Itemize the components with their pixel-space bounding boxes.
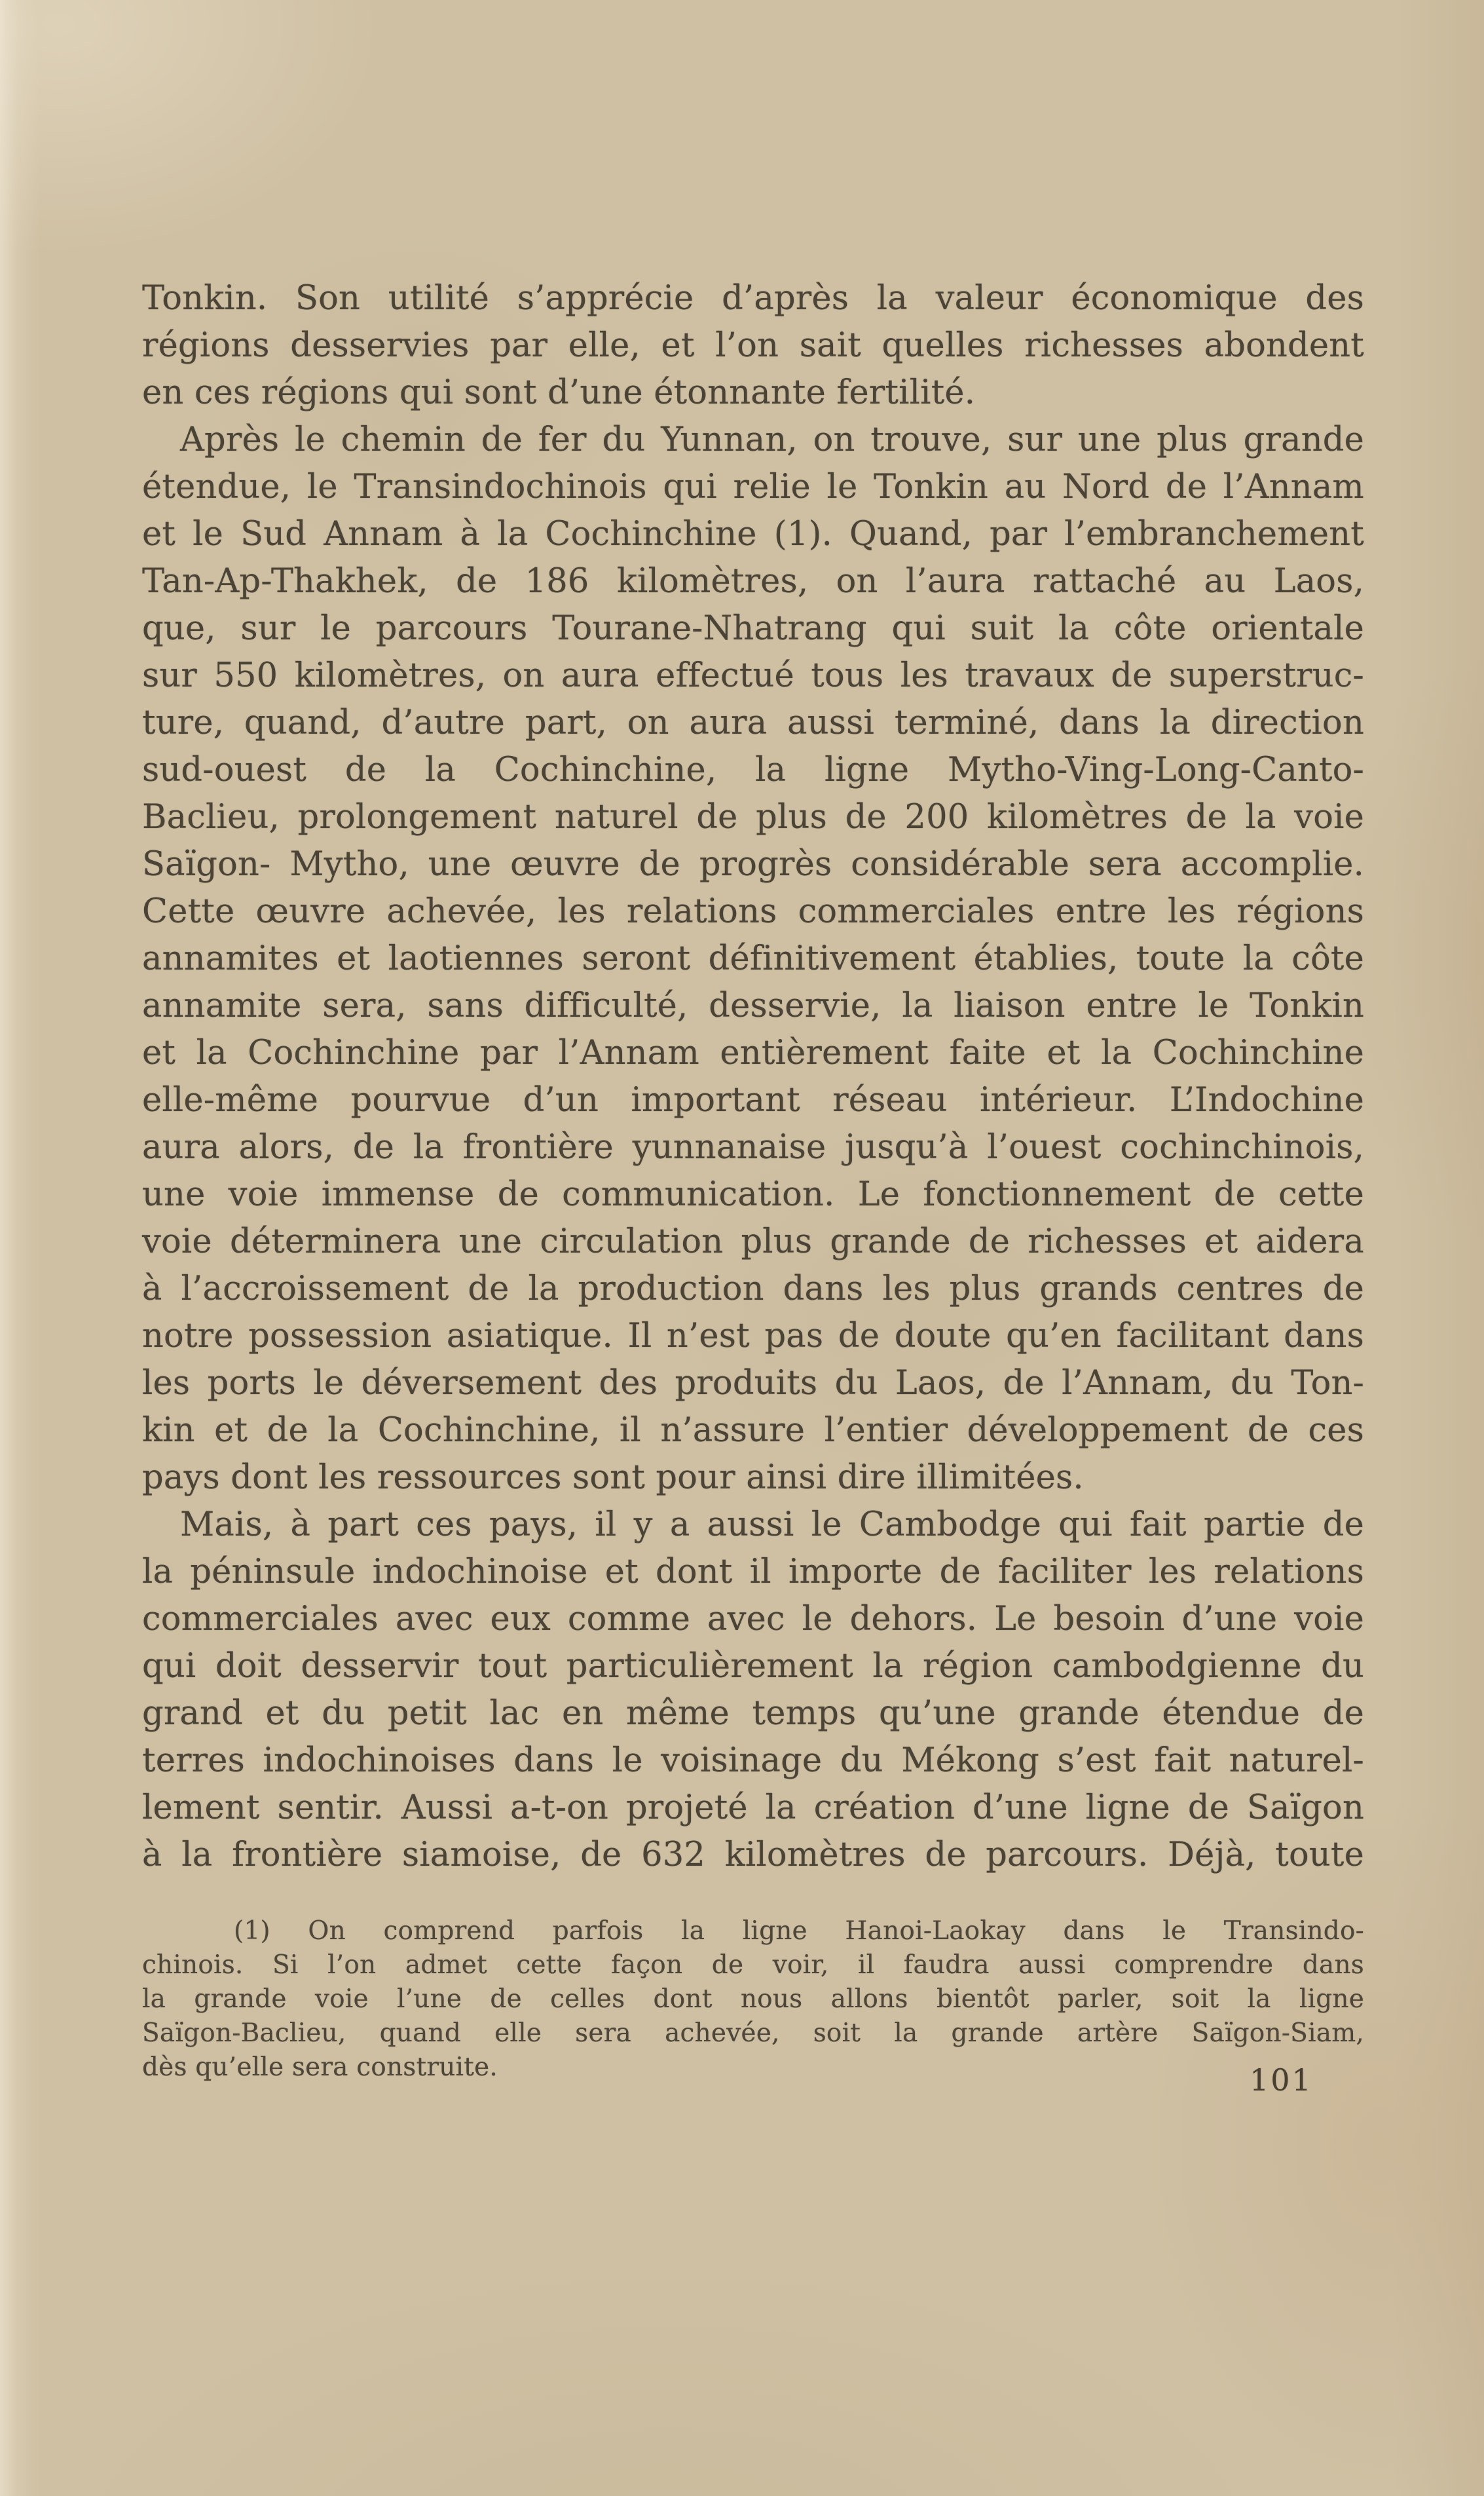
text-line: aura alors, de la frontière yunnanaise jusqu’à l’ouest cochinchinois,	[142, 1128, 1364, 1167]
text-line: Saïgon- Mytho, une œuvre de progrès considérable sera accomplie.	[142, 845, 1364, 884]
page-number: 101	[1250, 2062, 1313, 2098]
text-line: et le Sud Annam à la Cochinchine (1). Quand, par l’embranchement	[142, 515, 1364, 554]
text-line: régions desservies par elle, et l’on sait quelles richesses abondent	[142, 326, 1364, 365]
paragraph	[142, 417, 1364, 1502]
text-line: Mais, à part ces pays, il y a aussi le Cambodge qui fait partie de	[180, 1505, 1364, 1544]
text-line: commerciales avec eux comme avec le dehors. Le besoin d’une voie	[142, 1600, 1364, 1638]
text-line: grand et du petit lac en même temps qu’une grande étendue de	[142, 1694, 1364, 1733]
paragraph	[142, 275, 1364, 417]
footnote-line: chinois. Si l’on admet cette façon de voir, il faudra aussi comprendre dans	[142, 1950, 1364, 1980]
text-line: annamite sera, sans difficulté, desservie, la liaison entre le Tonkin	[142, 987, 1364, 1025]
text-line: que, sur le parcours Tourane-Nhatrang qui suit la côte orientale	[142, 609, 1364, 648]
text-line: les ports le déversement des produits du Laos, de l’Annam, du Ton-	[142, 1364, 1364, 1403]
footnote-line: la grande voie l’une de celles dont nous allons bientôt parler, soit la ligne	[142, 1984, 1364, 2014]
text-line: qui doit desservir tout particulièrement la région cambodgienne du	[142, 1647, 1364, 1686]
text-line: elle-même pourvue d’un important réseau intérieur. L’Indochine	[142, 1081, 1364, 1120]
paragraph	[142, 1502, 1364, 1879]
text-line: ture, quand, d’autre part, on aura aussi terminé, dans la direction	[142, 704, 1364, 742]
text-line: étendue, le Transindochinois qui relie le Tonkin au Nord de l’Annam	[142, 468, 1364, 506]
text-line: en ces régions qui sont d’une étonnante fertilité.	[142, 373, 976, 412]
text-line: terres indochinoises dans le voisinage du Mékong s’est fait naturel-	[142, 1741, 1364, 1780]
text-line: à l’accroissement de la production dans les plus grands centres de	[142, 1270, 1364, 1308]
footnote-line: dès qu’elle sera construite.	[142, 2052, 498, 2082]
text-line: sud-ouest de la Cochinchine, la ligne Mytho-Ving-Long-Canto-	[142, 751, 1364, 789]
text-line: sur 550 kilomètres, on aura effectué tous les travaux de superstruc-	[142, 656, 1364, 695]
text-line: notre possession asiatique. Il n’est pas de doute qu’en facilitant dans	[142, 1317, 1364, 1355]
body-text-block	[142, 275, 1364, 1879]
text-line: Cette œuvre achevée, les relations commerciales entre les régions	[142, 892, 1364, 931]
footnote-line: Saïgon-Baclieu, quand elle sera achevée, soit la grande artère Saïgon-Siam,	[142, 2018, 1364, 2048]
text-line: et la Cochinchine par l’Annam entièrement faite et la Cochinchine	[142, 1034, 1364, 1072]
footnote	[142, 1914, 1364, 2085]
text-line: lement sentir. Aussi a-t-on projeté la création d’une ligne de Saïgon	[142, 1788, 1364, 1827]
footnote-line: (1) On comprend parfois la ligne Hanoi-Laokay dans le Transindo-	[234, 1916, 1364, 1946]
text-line: Après le chemin de fer du Yunnan, on trouve, sur une plus grande	[180, 421, 1364, 459]
text-line: la péninsule indochinoise et dont il importe de faciliter les relations	[142, 1553, 1364, 1591]
text-line: Tonkin. Son utilité s’apprécie d’après la valeur économique des	[142, 279, 1364, 318]
text-line: voie déterminera une circulation plus grande de richesses et aidera	[142, 1222, 1364, 1261]
text-line: une voie immense de communication. Le fonctionnement de cette	[142, 1175, 1364, 1214]
text-line: pays dont les ressources sont pour ainsi dire illimitées.	[142, 1458, 1084, 1497]
text-line: annamites et laotiennes seront définitivement établies, toute la côte	[142, 939, 1364, 978]
text-line: Tan-Ap-Thakhek, de 186 kilomètres, on l’aura rattaché au Laos,	[142, 562, 1364, 601]
text-line: Baclieu, prolongement naturel de plus de 200 kilomètres de la voie	[142, 798, 1364, 837]
text-line: à la frontière siamoise, de 632 kilomètres de parcours. Déjà, toute	[142, 1836, 1364, 1874]
text-line: kin et de la Cochinchine, il n’assure l’entier développement de ces	[142, 1411, 1364, 1450]
